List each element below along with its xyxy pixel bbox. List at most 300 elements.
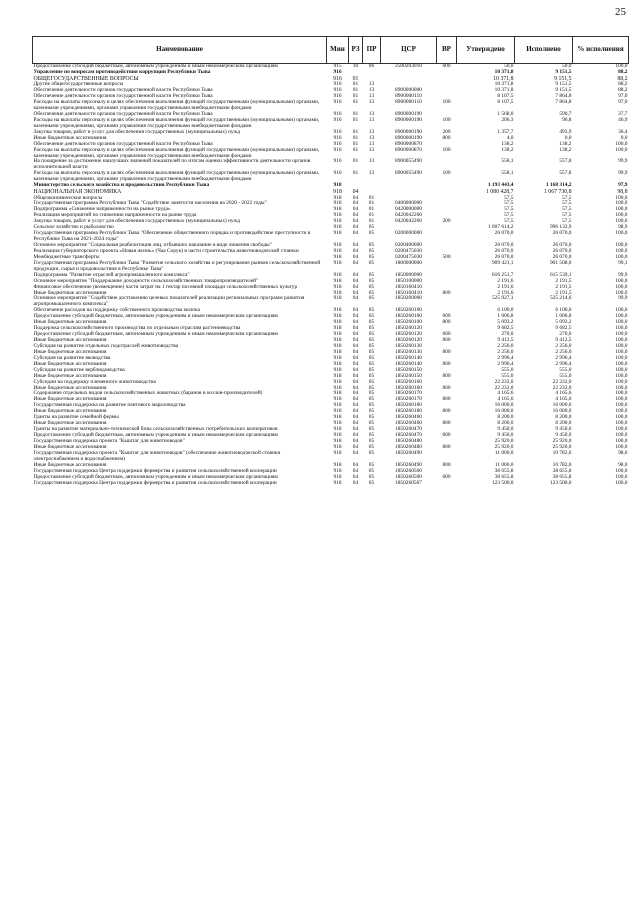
row-percent: 100,0 (615, 206, 628, 213)
row-done: 996 133,9 (549, 224, 572, 231)
row-rz: 01 (352, 140, 359, 147)
row-percent: 100,0 (615, 253, 628, 260)
table-row (33, 118, 629, 130)
row-csr: 1850260130 (395, 342, 422, 349)
row-name: Государственная поддержка на развитие пантового мараловодства (33, 402, 186, 409)
row-rz: 04 (352, 378, 359, 385)
row-rz: 04 (352, 396, 359, 403)
row-name: Субсидия на развитие верблюдоводства (33, 366, 125, 373)
row-pr: 05 (368, 461, 375, 468)
row-rz: 04 (352, 224, 359, 231)
row-done: 9 682,5 (555, 325, 572, 332)
row-rz: 01 (352, 170, 359, 177)
row-rz: 04 (352, 277, 359, 284)
row-done: 57,5 (562, 206, 572, 213)
row-rz: 04 (352, 194, 359, 201)
row-pr: 13 (368, 99, 375, 106)
row-rz: 04 (352, 348, 359, 355)
row-percent: 100,0 (615, 366, 628, 373)
row-rz: 04 (352, 426, 359, 433)
row-name: Закупка товаров, работ и услуг для обеспечения государственных (муниципальных) нужд (33, 218, 241, 225)
row-rz: 04 (352, 342, 359, 349)
row-done: 10 782,6 (552, 461, 572, 468)
row-pr: 05 (368, 396, 375, 403)
row-approved: 2 191,6 (497, 289, 514, 296)
row-percent: 100,0 (615, 426, 628, 433)
row-percent: 97,9 (618, 182, 628, 189)
row-pr: 05 (368, 372, 375, 379)
row-pr: 13 (368, 87, 375, 94)
row-csr: 8900000110 (395, 93, 422, 100)
row-min: 918 (333, 408, 342, 415)
row-vr: 600 (442, 313, 451, 320)
row-vr (437, 231, 457, 243)
row-rz: 01 (352, 158, 359, 165)
row-rz: 01 (352, 81, 359, 88)
row-percent: 100,0 (615, 194, 628, 201)
row-csr: 1850260100 (395, 319, 422, 326)
row-done: 9 412,5 (555, 337, 572, 343)
row-name: Расходы на выплаты персоналу в целях обеспечения выполнения функций государственными (муниципальными) органами, казенными учреждениями, органами управления государственными внебюджетными фондами (33, 146, 320, 159)
row-rz: 04 (352, 449, 359, 456)
budget-table (32, 36, 629, 486)
row-csr: 2500203010 (395, 63, 422, 69)
row-rz: 04 (352, 473, 359, 480)
row-approved: 4 165,6 (497, 396, 514, 403)
row-percent: 100,0 (615, 342, 628, 349)
row-name: Управление по вопросам противодействия коррупции Республики Тыва (33, 68, 211, 75)
row-rz: 01 (352, 116, 359, 123)
row-name: Расходы на выплаты персоналу в целях обеспечения выполнения функций государственными (муниципальными) органами, казенными учреждениями, органами управления государственными внебюджетными фондами (33, 99, 320, 111)
row-pr: 05 (368, 224, 375, 231)
row-csr: 0420042260 (395, 218, 422, 225)
row-pr: 05 (368, 432, 375, 438)
row-done: 9 151,5 (554, 75, 572, 82)
row-percent: 100,0 (615, 307, 628, 314)
row-csr: 1850100000 (395, 277, 422, 284)
row-csr: 8900055490 (395, 170, 422, 177)
row-csr: 1850260100 (395, 307, 422, 314)
row-approved: 6 100,0 (497, 307, 514, 314)
row-name: Иные бюджетные ассигнования (33, 372, 107, 379)
row-min: 916 (333, 158, 342, 165)
row-done: 2 191,5 (555, 277, 572, 284)
row-percent: 100,0 (615, 319, 628, 326)
row-percent: 100,0 (615, 414, 628, 421)
row-percent: 100,0 (615, 325, 628, 332)
row-rz: 04 (352, 206, 359, 213)
row-approved: 38 655,8 (494, 467, 514, 474)
row-pr: 05 (368, 437, 375, 444)
row-percent: 100,0 (615, 354, 628, 361)
row-percent: 98,0 (618, 449, 628, 456)
row-min: 918 (333, 378, 342, 385)
row-min: 918 (333, 247, 342, 254)
row-name: Государственная программа Республики Тыва "Содействие занятости населения на 2020 - 2022 годы" (33, 200, 267, 207)
row-percent: 100,0 (615, 348, 628, 355)
row-pr: 05 (368, 337, 375, 343)
row-pr: 05 (368, 289, 375, 296)
row-approved: 26 070,0 (494, 242, 514, 248)
row-pr: 05 (368, 449, 375, 456)
row-percent: 100,0 (615, 331, 628, 338)
row-approved: 2 996,4 (497, 360, 514, 367)
row-name: Иные бюджетные ассигнования (33, 396, 107, 403)
row-percent: 99,9 (618, 170, 628, 177)
row-name: Гранты на развитие семейной фермы (33, 414, 119, 421)
row-name: Предоставление субсидий бюджетным, автономным учреждениям и иным некоммерческим организациям (33, 331, 278, 338)
row-name: Расходы на выплаты персоналу в целях обеспечения выполнения функций государственными (муниципальными) органами, казенными учреждениями, органами управления государственными внебюджетными фондами (33, 116, 320, 129)
row-percent: 100,0 (615, 289, 628, 296)
row-pr: 05 (368, 473, 375, 480)
row-pr: 13 (368, 93, 375, 100)
row-done: 25 920,0 (552, 437, 572, 444)
row-name: Основное мероприятие "Содействие достижению целевых показателей реализации региональных программ развития агропромышленного комплекса" (33, 295, 305, 308)
row-rz: 04 (352, 461, 359, 468)
row-pr: 13 (368, 158, 375, 165)
row-csr: 1850260120 (395, 337, 422, 343)
row-vr: 800 (442, 372, 451, 379)
row-csr: 8900000000 (395, 87, 422, 94)
header-csr: ЦСР (381, 37, 437, 64)
row-min: 918 (333, 313, 342, 320)
row-approved: 138,2 (501, 140, 514, 147)
row-name: Закупка товаров, работ и услуг для обеспечения государственных (муниципальных) нужд (33, 128, 241, 135)
row-vr: 800 (442, 461, 451, 468)
row-percent: 100,0 (615, 372, 628, 379)
row-name: Сельское хозяйство и рыболовство (33, 224, 114, 231)
row-csr: 1850260160 (395, 378, 422, 385)
row-percent: 100,0 (615, 242, 628, 248)
row-min: 918 (333, 206, 342, 213)
row-pr: 05 (368, 384, 375, 391)
row-min: 916 (333, 170, 342, 177)
row-done: 2 256,0 (555, 342, 572, 349)
row-csr: 1850260140 (395, 354, 422, 361)
row-approved: 57,5 (504, 206, 514, 213)
row-approved: 25 920,0 (494, 443, 514, 450)
row-csr: 1850260100 (395, 313, 422, 320)
row-approved: 2 191,6 (497, 277, 514, 284)
row-csr: 1850260120 (395, 331, 422, 338)
row-vr: 200 (442, 218, 451, 225)
row-min: 918 (333, 194, 342, 201)
row-done: 8 200,0 (555, 414, 572, 421)
row-rz: 01 (352, 146, 359, 153)
row-min: 918 (333, 289, 342, 296)
header-percent: % исполнения (573, 37, 629, 64)
row-percent: 100,0 (615, 277, 628, 284)
row-min: 918 (333, 354, 342, 361)
row-pr: 05 (368, 247, 375, 254)
row-done: 2 996,4 (555, 354, 572, 361)
row-approved: 909 421,1 (491, 259, 514, 266)
row-csr: 1850260480 (395, 437, 422, 444)
row-name: Государственная программа Республики Тыва "Развитие сельского хозяйства и регулирование рынков сельскохозяйственной продукции, сырья и продовольствия в Республике Тыва" (33, 259, 321, 272)
row-name: Предоставление субсидий бюджетным, автономным учреждениям и иным некоммерческим организациям (33, 473, 278, 480)
row-min: 915 (333, 63, 342, 69)
row-pr: 05 (368, 242, 375, 248)
row-rz: 04 (352, 420, 359, 427)
row-done: 22 232,0 (552, 378, 572, 385)
row-csr: 8900000190 (395, 134, 422, 141)
row-min: 918 (333, 360, 342, 367)
row-done: 555,0 (559, 372, 572, 379)
row-percent: 98,9 (618, 224, 628, 231)
row-csr: 1850260140 (395, 360, 422, 367)
row-csr: 1850260507 (395, 479, 422, 486)
row-name: Государственная поддержка Центра поддержки фермерства и развития сельскохозяйственной кооперации (33, 479, 277, 486)
row-done: 0,0 (564, 134, 572, 141)
row-rz: 04 (352, 390, 359, 397)
row-rz: 04 (352, 354, 359, 361)
row-csr: 0200400000 (395, 242, 422, 248)
row-name: Иные бюджетные ассигнования (33, 420, 107, 427)
row-name: Реализация мероприятий по снижению напряженности на рынке труда (33, 212, 197, 219)
row-approved: 10 371,8 (494, 87, 514, 94)
row-csr: 8900000190 (395, 110, 422, 117)
row-pr: 13 (368, 140, 375, 147)
row-min: 918 (333, 432, 342, 438)
row-vr: 100 (442, 116, 451, 123)
row-name: Иные бюджетные ассигнования (33, 348, 107, 355)
row-name: НАЦИОНАЛЬНАЯ ЭКОНОМИКА (33, 189, 122, 196)
row-min: 918 (333, 426, 342, 433)
row-done: 96,8 (562, 116, 572, 123)
row-done: 9 450,0 (555, 432, 572, 438)
row-approved: 11 000,0 (494, 461, 514, 468)
row-percent: 99,1 (618, 259, 628, 266)
row-csr: 0420000000 (395, 206, 422, 213)
row-rz: 04 (352, 337, 359, 343)
row-approved: 2 256,0 (497, 348, 514, 355)
row-vr: 600 (442, 473, 451, 480)
row-approved: 9 450,0 (497, 432, 514, 438)
row-approved: 123 500,0 (491, 479, 514, 486)
row-min: 918 (333, 325, 342, 332)
row-name: Подпрограмма "Развитие отраслей агропромышленного комплекса" (33, 271, 190, 278)
row-rz: 04 (352, 259, 359, 266)
row-done: 57,5 (562, 200, 572, 207)
row-min: 918 (333, 337, 342, 343)
row-rz: 04 (352, 289, 359, 296)
row-pr: 05 (368, 467, 375, 474)
row-name: Содержание отдельных видов сельскохозяйственных животных (баранов и козлов-производителей) (33, 390, 263, 397)
row-vr (437, 481, 457, 487)
row-percent: 100,0 (615, 479, 628, 486)
row-csr: 1850260150 (395, 372, 422, 379)
row-csr: 1850260470 (395, 432, 422, 438)
row-name: Подпрограмма «Снижение напряженности на рынке труда» (33, 206, 171, 213)
row-done: 1 168 314,2 (545, 182, 572, 189)
row-percent: 100,0 (615, 283, 628, 290)
row-vr: 500 (442, 253, 451, 260)
row-min: 918 (333, 200, 342, 207)
row-name: Другие общегосударственные вопросы (33, 81, 124, 88)
row-approved: 525 927,1 (491, 295, 514, 302)
row-name: Иные бюджетные ассигнования (33, 360, 107, 367)
row-name: Иные бюджетные ассигнования (33, 289, 107, 296)
row-vr: 100 (442, 170, 451, 177)
row-csr: 1850260180 (395, 402, 422, 409)
row-done: 7 864,8 (555, 93, 572, 100)
table-header-row (33, 37, 629, 64)
row-done: 2 191,5 (555, 283, 572, 290)
row-vr: 800 (442, 396, 451, 403)
row-name: Основное мероприятие "Социальная реабилитация лиц, отбывших наказание в виде лишения свободы" (33, 242, 272, 248)
row-percent: 100,0 (615, 402, 628, 409)
row-approved: 4 165,6 (497, 390, 514, 397)
row-pr: 05 (368, 331, 375, 338)
row-done: 26 070,0 (552, 247, 572, 254)
row-percent: 100,0 (615, 230, 628, 237)
row-rz: 10 (352, 63, 359, 69)
row-min: 918 (333, 467, 342, 474)
row-percent: 100,0 (615, 420, 628, 427)
row-rz: 01 (352, 87, 359, 94)
row-percent: 88,2 (618, 87, 628, 94)
row-done: 557,8 (559, 158, 572, 165)
row-rz: 04 (352, 366, 359, 373)
row-approved: 2 996,4 (497, 354, 514, 361)
row-approved: 206,3 (501, 116, 514, 123)
row-name: Обеспечение деятельности органов государственной власти Республики Тыва (33, 140, 213, 147)
row-name: Реализация губернаторского проекта «Новая жизнь» (Чаа Сорук) в части строительства животноводческой стоянки (33, 247, 299, 254)
row-min: 918 (333, 230, 342, 237)
row-pr: 05 (368, 283, 375, 290)
row-min: 918 (333, 449, 342, 456)
row-rz: 04 (352, 295, 359, 302)
row-done: 9 450,0 (555, 426, 572, 433)
row-pr: 13 (368, 170, 375, 177)
row-name: Государственная поддержка проекта "Кыштаг для животноводов" (33, 437, 185, 444)
row-min: 918 (333, 372, 342, 379)
row-rz: 04 (352, 189, 359, 196)
row-min: 918 (333, 277, 342, 284)
row-done: 4 165,6 (555, 390, 572, 397)
row-min: 918 (333, 319, 342, 326)
row-min: 918 (333, 331, 342, 338)
row-name: Гранты на развитие материально-технической базы сельскохозяйственных потребительских кооперативов (33, 426, 278, 433)
row-done: 26 070,0 (552, 253, 572, 260)
row-min: 918 (333, 461, 342, 468)
row-done: 123 500,0 (549, 479, 572, 486)
row-approved: 1 568,0 (497, 110, 514, 117)
row-percent: 100,0 (615, 313, 628, 320)
row-name: Иные бюджетные ассигнования (33, 461, 107, 468)
row-approved: 616 251,7 (491, 271, 514, 278)
row-pr: 13 (368, 110, 375, 117)
row-csr: 1850260150 (395, 366, 422, 373)
row-approved: 57,5 (504, 194, 514, 201)
row-min: 918 (333, 443, 342, 450)
row-name: Межбюджетные трансферты (33, 253, 100, 260)
row-vr: 800 (442, 420, 451, 427)
row-min: 918 (333, 212, 342, 219)
row-percent: 100,0 (615, 63, 628, 69)
row-pr: 05 (368, 319, 375, 326)
row-vr: 600 (442, 432, 451, 438)
row-min: 918 (333, 259, 342, 266)
row-percent: 100,0 (615, 437, 628, 444)
row-approved: 25 920,0 (494, 437, 514, 444)
row-approved: 38 655,8 (494, 473, 514, 480)
row-vr: 100 (442, 99, 451, 106)
row-min: 916 (333, 75, 342, 82)
row-min: 918 (333, 271, 342, 278)
row-rz: 04 (352, 432, 359, 438)
row-percent: 100,0 (615, 384, 628, 391)
row-min: 916 (333, 128, 342, 135)
row-csr: 1850260470 (395, 426, 422, 433)
row-pr: 05 (368, 479, 375, 486)
row-percent: 100,0 (615, 360, 628, 367)
row-name: Государственная поддержка Центра поддержки фермерства и развития сельскохозяйственной кооперации (33, 467, 277, 474)
row-pr: 05 (368, 366, 375, 373)
row-approved: 26 070,0 (494, 247, 514, 254)
row-approved: 10 371,8 (493, 75, 514, 82)
row-pr: 01 (368, 194, 375, 201)
row-approved: 1 006,8 (497, 313, 514, 320)
row-name: Предоставление субсидий бюджетным, автономным учреждениям и иным некоммерческим организациям (33, 313, 278, 320)
row-vr: 800 (442, 319, 451, 326)
row-min: 918 (333, 253, 342, 260)
row-min: 918 (333, 342, 342, 349)
row-percent: 99,9 (618, 271, 628, 278)
row-approved: 1 007 614,2 (487, 224, 514, 231)
row-csr: 1850260490 (395, 449, 422, 456)
row-min: 918 (333, 182, 342, 189)
row-name: Финансовое обеспечение (возмещение) части затрат на 1 гектар посевной площади сельскохозяйственных культур (33, 283, 298, 290)
row-min: 918 (333, 307, 342, 314)
row-rz: 01 (352, 99, 359, 106)
row-csr: 1850260460 (395, 414, 422, 421)
row-rz: 04 (352, 443, 359, 450)
row-done: 2 256,0 (555, 348, 572, 355)
row-csr: 8900000110 (395, 99, 422, 106)
row-done: 138,2 (559, 140, 572, 147)
row-percent: 100,0 (615, 218, 628, 225)
row-min: 918 (333, 420, 342, 427)
row-approved: 1 193 443,4 (487, 182, 514, 189)
row-pr: 05 (368, 354, 375, 361)
row-percent: 100,0 (615, 140, 628, 147)
row-approved: 9 450,0 (497, 426, 514, 433)
row-percent: 100,0 (615, 467, 628, 474)
row-min: 916 (333, 116, 342, 123)
row-csr: 8900000870 (395, 140, 422, 147)
row-done: 22 232,0 (552, 384, 572, 391)
row-percent: 100,0 (615, 146, 628, 153)
row-min: 916 (333, 68, 342, 75)
row-min: 918 (333, 283, 342, 290)
row-percent: 97,0 (618, 93, 628, 100)
row-percent: 100,0 (615, 432, 628, 438)
row-csr: 0200000000 (395, 230, 422, 237)
row-done: 555,0 (559, 366, 572, 373)
row-rz: 04 (352, 253, 359, 260)
row-min: 918 (333, 189, 342, 196)
row-done: 615 539,1 (549, 271, 572, 278)
row-percent: 100,0 (615, 378, 628, 385)
row-csr: 1850260130 (395, 348, 422, 355)
row-done: 26 070,0 (552, 242, 572, 248)
row-pr: 05 (368, 307, 375, 314)
row-name: Обеспечение деятельности органов государственной власти Республики Тыва (33, 87, 213, 94)
row-pr: 05 (368, 259, 375, 266)
row-percent: 100,0 (615, 337, 628, 343)
row-csr: 0420042260 (395, 212, 422, 219)
